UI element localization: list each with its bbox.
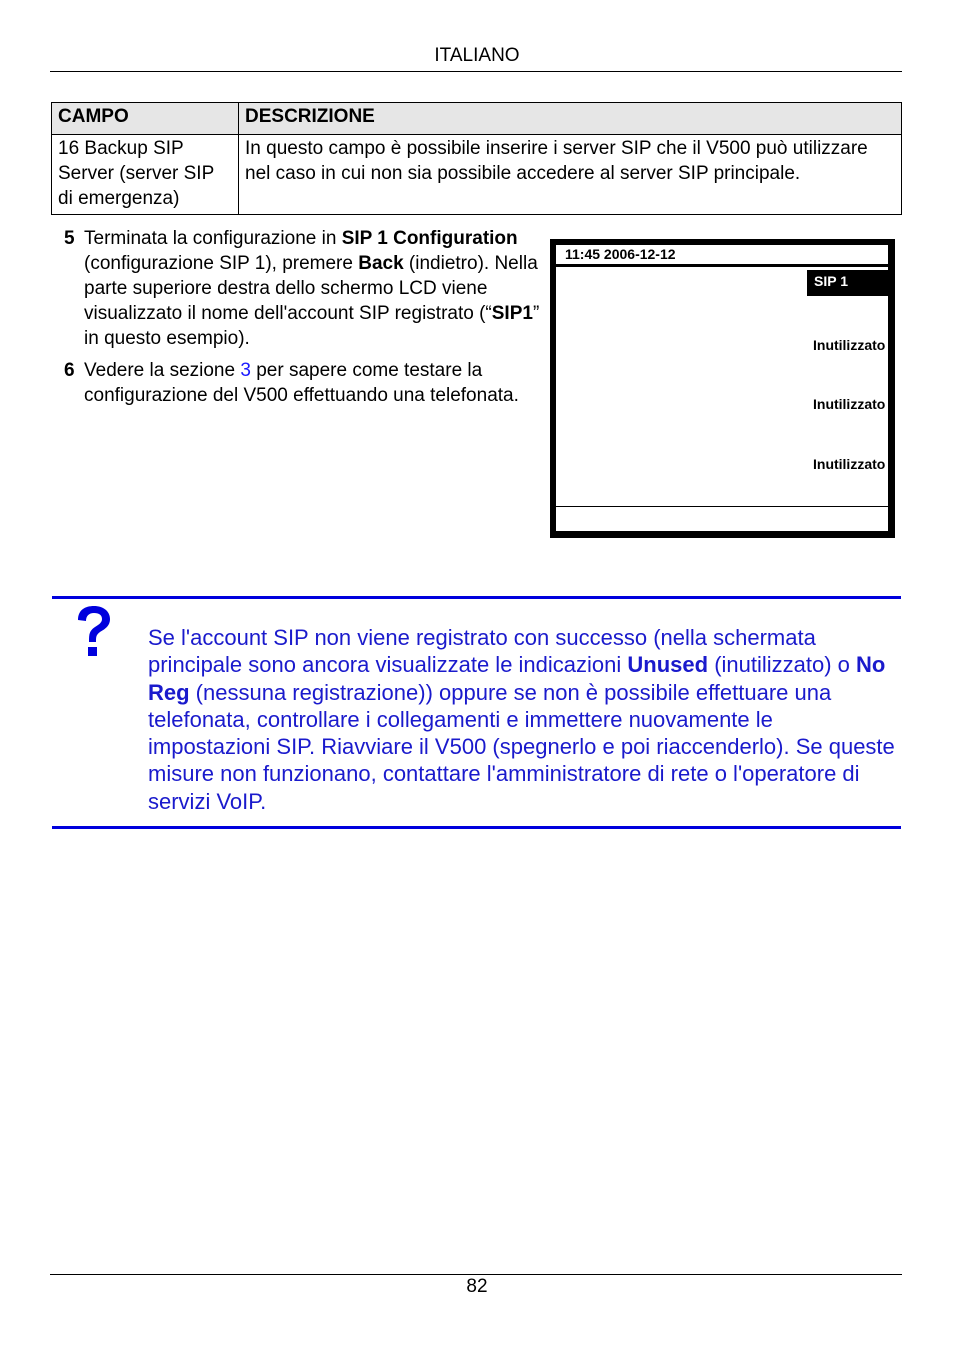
- step-text: (indietro). Nella parte superiore destra dello schermo LCD viene visualizzato il nome dell'account SIP registrato (“: [84, 253, 538, 324]
- step-text: per sapere come testare la configurazione del V500 effettuando una telefonata.: [84, 360, 519, 406]
- step-bold-text: SIP1: [491, 303, 533, 324]
- note-text-segment: (inutilizzato) o: [708, 652, 857, 678]
- page-header-language: ITALIANO: [434, 45, 520, 66]
- table-cell-field: 16 Backup SIP Server (server SIP di emergenza): [52, 135, 239, 215]
- header-divider: [50, 71, 902, 72]
- lcd-line-status: Inutilizzato: [813, 337, 886, 353]
- table-row: [52, 135, 902, 215]
- step-item: [60, 358, 540, 408]
- step-list: [60, 226, 540, 415]
- note-text-segment: Se l'account SIP non viene registrato con successo (nella schermata principale sono ancora visualizzate le indicazioni: [148, 625, 816, 678]
- page-number: 82: [466, 1276, 488, 1297]
- lcd-status-bar: 11:45 2006-12-12: [556, 245, 888, 267]
- note-text-segment: (nessuna registrazione)) oppure se non è possibile effettuare una telefonata, controllare i collegamenti e immettere nuovamente le impostazioni SIP. Riavviare il V500 (spegnerlo e poi riaccenderlo). Se queste misure non funzionano, contattare l'amministratore di rete o l'operatore di servizi VoIP.: [148, 679, 895, 814]
- step-text: ” in questo esempio).: [84, 303, 540, 349]
- field-description-table: [51, 102, 902, 215]
- question-mark-icon: [74, 604, 114, 660]
- note-top-rule: [52, 596, 901, 599]
- step-item: [60, 226, 540, 351]
- step-number: 6: [64, 360, 75, 381]
- step-text: (configurazione SIP 1), premere: [84, 253, 359, 274]
- lcd-display: [556, 245, 888, 531]
- note-bottom-rule: [52, 826, 901, 829]
- note-bold-text: Unused: [627, 652, 709, 678]
- column-header-field: CAMPO: [52, 103, 239, 135]
- column-header-description: DESCRIZIONE: [239, 103, 902, 135]
- step-bold-text: SIP 1 Configuration: [341, 228, 518, 249]
- note-bold-text: No Reg: [148, 652, 886, 705]
- step-bold-text: Back: [358, 253, 404, 274]
- table-header-row: [52, 103, 902, 135]
- lcd-line-status: Inutilizzato: [813, 456, 886, 472]
- section-reference-link[interactable]: 3: [240, 360, 251, 381]
- step-text: Vedere la sezione: [84, 360, 241, 381]
- lcd-account-label: SIP 1: [807, 270, 888, 296]
- step-number: 5: [64, 228, 75, 249]
- lcd-bottom-divider: [556, 506, 888, 507]
- lcd-line-status: Inutilizzato: [813, 396, 886, 412]
- lcd-screen-figure: [550, 239, 895, 538]
- footer-divider: [50, 1274, 902, 1275]
- table-cell-description: In questo campo è possibile inserire i server SIP che il V500 può utilizzare nel caso in cui non sia possibile accedere al server SIP principale.: [239, 135, 902, 215]
- note-text: [148, 624, 900, 815]
- step-text: Terminata la configurazione in: [84, 228, 342, 249]
